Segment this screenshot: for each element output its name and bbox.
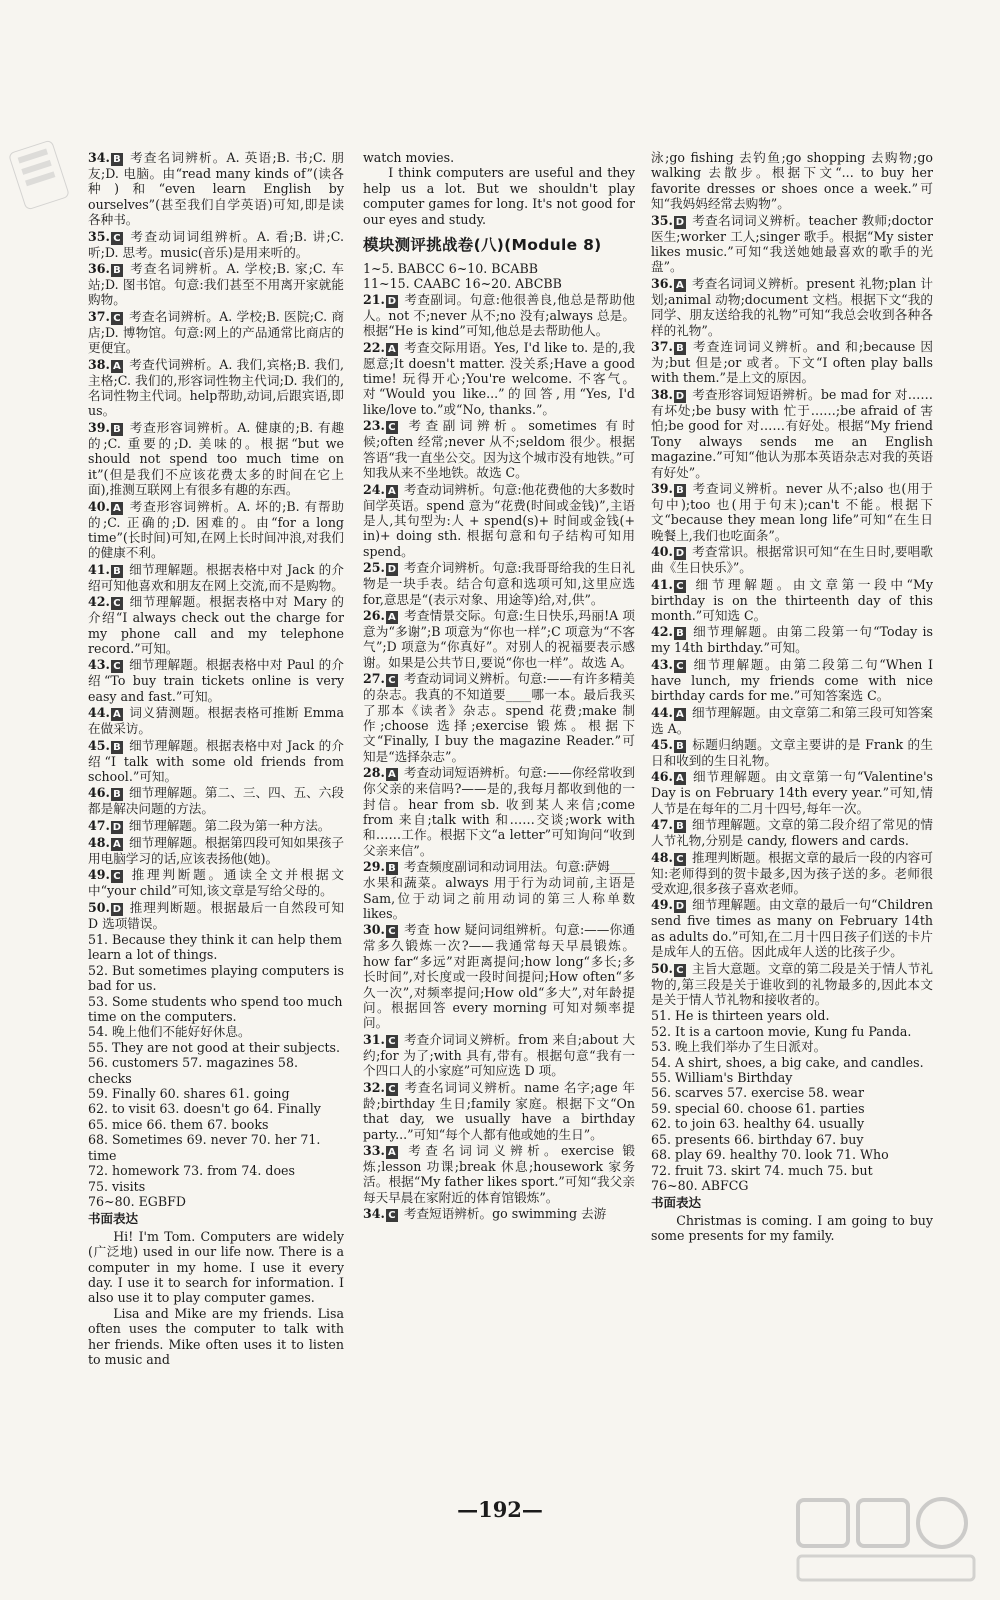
explanation-text: 考查代词辨析。A. 我们,宾格;B. 我们,主格;C. 我们的,形容词性物主代词;D. 我们的,名词性物主代词。help帮助,动词,后跟宾语,即 us。 (88, 356, 344, 419)
answer-line: 76~80. EGBFD (88, 1193, 186, 1209)
question-number: 34. (363, 1206, 385, 1222)
explanation-text: 细节理解题。根据表格中对 Jack 的介绍“I talk with some old friends from school.”可知。 (88, 737, 344, 784)
essay-paragraph: watch movies. (363, 150, 455, 165)
question-number: 38. (88, 356, 110, 372)
question-number: 25. (363, 560, 385, 576)
explanation-text: 主旨大意题。文章的第二段是关于情人节礼物的,第三段是关于谁收到的礼物最多的,因此本文是关于情人节礼物和接收者的。 (651, 960, 933, 1008)
answer-letter: D (675, 390, 685, 402)
answer-entry (363, 765, 635, 858)
explanation-text: 考查动词短语辨析。句意:——你经常收到你父亲的来信吗?——是的,我每月都收到他的一封信。hear from sb. 收到某人来信;come from 来自;talk with 和……交谈;work with 和……工作。根据下文“a letter”可知询问“收到父亲来信”。 (363, 765, 635, 858)
question-number: 22. (363, 339, 385, 355)
explanation-text: 推理判断题。根据最后一自然段可知 D 选项错误。 (88, 899, 344, 931)
writing-heading-right: 书面表达 (651, 1195, 702, 1211)
answer-entry (88, 150, 344, 228)
essay-continuation (363, 150, 635, 227)
explanation-text: 考查 how 疑问词组辨析。句意:——你通常多久锻炼一次?——我通常每天早晨锻炼。how far“多远”对距离提问;how long“多长;多长时间”,对长度或一段时间提问;How often“多久一次”,对频率提问;How old“多大”,对年龄提问。根据回答 every morning 可知对频率提问。 (363, 922, 635, 1031)
page-number: —192— (457, 1497, 543, 1522)
question-number: 28. (363, 765, 385, 781)
answer-line: 55. William's Birthday (651, 1070, 793, 1086)
answer-letter: C (386, 925, 398, 938)
question-number: 26. (363, 607, 385, 623)
explanation-text: 细节理解题。第二段为第一种方法。 (128, 817, 331, 833)
answer-entry (651, 850, 933, 897)
explanation-text: 考查形容词辨析。A. 坏的;B. 有帮助的;C. 正确的;D. 困难的。由“for a long time”(长时间)可知,在网上长时间冲浪,对我们的健康不利。 (88, 498, 344, 561)
explanation-text: 考查动词词组辨析。A. 看;B. 讲;C. 听;D. 思考。music(音乐)是用来听的。 (88, 228, 344, 260)
answer-line: 54. 晚上他们不能好好休息。 (88, 1024, 251, 1040)
question-number: 45. (651, 736, 673, 752)
answer-letter: B (674, 627, 686, 640)
question-number: 48. (651, 849, 673, 865)
question-number: 42. (88, 594, 110, 610)
answer-entry (651, 481, 933, 543)
question-number: 47. (88, 817, 110, 833)
question-number: 43. (651, 656, 673, 672)
answer-entry (363, 482, 635, 560)
question-number: 37. (88, 308, 110, 324)
answer-letter: C (111, 660, 123, 673)
answer-letter: B (111, 565, 123, 578)
answer-entry (651, 387, 933, 480)
question-number: 45. (88, 737, 110, 753)
answer-letter: C (111, 870, 123, 883)
answer-entry (363, 1032, 635, 1079)
question-number: 50. (88, 899, 110, 915)
question-number: 41. (88, 561, 110, 577)
answer-entry (651, 339, 933, 386)
answer-letter: A (111, 360, 123, 373)
answer-line: 62. to visit 63. doesn't go 64. Finally (88, 1101, 321, 1117)
answer-line: 68. play 69. healthy 70. look 71. Who (651, 1147, 889, 1163)
essay-paragraph: Lisa and Mike are my friends. Lisa often uses the computer to talk with her friends. Mike often uses it to listen to music and (88, 1305, 344, 1367)
question-number: 30. (363, 922, 385, 938)
question-number: 44. (88, 705, 110, 721)
question-number: 43. (88, 657, 110, 673)
question-number: 24. (363, 481, 385, 497)
question-number: 38. (651, 386, 673, 402)
question-number: 42. (651, 624, 673, 640)
essay-paragraph: Hi! I'm Tom. Computers are widely (广泛地) used in our life now. There is a computer in my home. I use it every day. I use it to search for information. I also use it to play computer games. (88, 1228, 344, 1306)
answer-letter: D (675, 216, 685, 228)
question-number: 40. (88, 498, 110, 514)
answer-entry (88, 420, 344, 498)
explanation-text: 考查名词词义辨析。teacher 教师;doctor 医生;worker 工人;singer 歌手。根据“My sister likes music.”可知“我送她她最喜欢的歌手的光盘”。 (651, 212, 933, 275)
explanation-text: 考查动词词义辨析。句意:——有许多精美的杂志。我真的不知道要____哪一本。最后我买了那本《读者》杂志。spend 花费;make 制作;choose 选择;exercise 锻炼。根据下文“Finally, I buy the magazine Reader.”可知是“选择杂志”。 (363, 671, 635, 764)
question-number: 32. (363, 1079, 385, 1095)
answer-entry (88, 261, 344, 308)
answer-letter: B (674, 820, 686, 833)
answer-entry (88, 229, 344, 260)
answer-entry (88, 309, 344, 356)
answer-letter: A (111, 838, 123, 851)
answer-line: 53. Some students who spend too much time on the computers. (88, 993, 343, 1025)
question-number: 40. (651, 544, 673, 560)
answer-entry (363, 671, 635, 764)
explanation-text: 考查情景交际。句意:生日快乐,玛丽!A 项意为“多谢”;B 项意为“你也一样”;C 项意为“不客气”;D 项意为“你真好”。对别人的祝福要表示感谢。如果是公共节日,要说“你也一样”。故选 A。 (363, 607, 635, 670)
explanation-text: 细节理解题。根据表格中对 Jack 的介绍可知他喜欢和朋友在网上交流,而不是购物。 (88, 561, 344, 593)
answer-letter: C (674, 660, 686, 673)
column-left (88, 150, 344, 1480)
question-number: 46. (651, 769, 673, 785)
question-number: 44. (651, 704, 673, 720)
essay-paragraph: I think computers are useful and they help us a lot. But we shouldn't play computer games for long. It's not good for our eyes and study. (363, 165, 635, 227)
answer-line: 59. Finally 60. shares 61. going (88, 1086, 290, 1102)
question-number: 48. (88, 834, 110, 850)
answer-line: 54. A shirt, shoes, a big cake, and candles. (651, 1054, 924, 1070)
answer-entry (88, 867, 344, 898)
answer-entry (651, 817, 933, 848)
question-number: 36. (88, 261, 110, 277)
question-number: 47. (651, 817, 673, 833)
explanation-text: 细节理解题。第二、三、四、五、六段都是解决问题的方法。 (88, 785, 344, 817)
question-number: 37. (651, 339, 673, 355)
answer-letter: D (112, 903, 122, 915)
question-number: 35. (651, 212, 673, 228)
answer-letter: C (386, 1035, 398, 1048)
explanation-text: 考查交际用语。Yes, I'd like to. 是的,我愿意;It doesn't matter. 没关系;Have a good time! 玩得开心;You're welcome. 不客气。对“Would you like...”的回答,用“Yes, I'd like/love to.”或“No, thanks.”。 (363, 339, 635, 417)
answer-line: 72. fruit 73. skirt 74. much 75. but (651, 1162, 873, 1178)
answer-line: 59. special 60. choose 61. parties (651, 1100, 865, 1116)
explanation-text: 考查名词辨析。A. 学校;B. 医院;C. 商店;D. 博物馆。句意:网上的产品通常比商店的更便宜。 (88, 308, 344, 356)
explanation-text: 考查副词。句意:他很善良,他总是帮助他人。not 不;never 从不;no 没有;always 总是。根据“He is kind”可知,他总是去帮助他人。 (363, 291, 635, 339)
question-number: 27. (363, 671, 385, 687)
question-number: 41. (651, 576, 673, 592)
answer-entry (88, 705, 344, 736)
answer-letter: C (386, 1083, 398, 1096)
answer-letter: B (674, 740, 686, 753)
answer-line: 72. homework 73. from 74. does (88, 1163, 295, 1179)
answer-letter: B (386, 862, 398, 875)
answer-letter: A (386, 485, 398, 498)
answer-letter: C (386, 1209, 398, 1222)
answer-line: 75. visits (88, 1178, 146, 1194)
answer-list-middle (363, 292, 635, 1222)
answer-letter: C (111, 597, 123, 610)
explanation-text: 细节理解题。根据表格中对 Mary 的介绍“I always check out the charge for my phone call and my telephone record.”可知。 (88, 594, 344, 656)
explanation-text: 考查名词词义辨析。name 名字;age 年龄;birthday 生日;family 家庭。根据下文“On that day, we usually have a birthday party...”可知“每个人都有他或她的生日”。 (363, 1079, 635, 1142)
explanation-text: 细节理解题。由第二段第二句“When I have lunch, my friends come with nice birthday cards for me.”可知答案选 C。 (651, 656, 933, 704)
answer-letter: C (386, 674, 398, 687)
answer-letter: A (386, 343, 398, 356)
explanation-text: 考查名词辨析。A. 英语;B. 书;C. 朋友;D. 电脑。由“read many kinds of”(读各种)和“even learn English by ourselves”(甚至我们自学英语)可知,即是读各种书。 (88, 150, 344, 228)
answer-letter: B (111, 423, 123, 436)
answer-letter: B (674, 342, 686, 355)
column-middle (363, 150, 635, 1480)
answer-entry (88, 594, 344, 656)
answer-entry (651, 624, 933, 655)
explanation-text: 细节理解题。由第二段第一句“Today is my 14th birthday.”可知。 (651, 624, 933, 656)
answer-entry (363, 340, 635, 418)
answer-letter: B (111, 153, 123, 166)
answer-entry (363, 608, 635, 670)
explanation-text: 考查副词辨析。sometimes 有时候;often 经常;never 从不;seldom 很少。根据答语“我一直坐公交。因为这个城市没有地铁。”可知我从来不坐地铁。故选 C。 (363, 418, 635, 481)
answer-line: 65. presents 66. birthday 67. buy (651, 1131, 864, 1147)
choice-key-line: 1~5. BABCC 6~10. BCABB (363, 261, 539, 277)
answer-letter: D (387, 564, 397, 576)
explanation-text: 细节理解题。由文章第一段中“My birthday is on the thirteenth day of this month.”可知选 C。 (651, 576, 933, 623)
explanation-text: 考查形容词辨析。A. 健康的;B. 有趣的;C. 重要的;D. 美味的。根据“but we should not spend too much time on it”(但是我们不应该花费太多的时间在它上面),推测互联网上有很多有趣的东西。 (88, 419, 344, 498)
answer-letter: A (674, 772, 686, 785)
explanation-text: 考查词义辨析。never 从不;also 也(用于句中);too 也(用于句末);can't 不能。根据下文“because they mean long life”可知“在生日晚餐上,我们也吃面条”。 (651, 480, 933, 543)
answer-entry (363, 1143, 635, 1205)
answer-letter: C (674, 964, 686, 977)
answer-line: 52. It is a cartoon movie, Kung fu Panda. (651, 1023, 912, 1039)
question-number: 39. (651, 480, 673, 496)
answer-line: 51. Because they think it can help them learn a lot of things. (88, 932, 343, 963)
answer-entry (651, 737, 933, 768)
explanation-text: 考查名词词义辨析。present 礼物;plan 计划;animal 动物;document 文档。根据下文“我的同学、朋友送给我的礼物”可知“我总会收到各种各样的礼物”。 (651, 275, 933, 338)
answer-entry (651, 657, 933, 704)
answer-letter: A (111, 502, 123, 515)
explanation-text: 细节理解题。由文章的最后一句“Children send five times as many on February 14th as adults do.”可知,在二月十四日孩子们送的卡片是成年人的五倍。因此成年人送的比孩子少。 (651, 897, 933, 960)
answer-entry (363, 859, 635, 921)
question-number: 46. (88, 785, 110, 801)
explanation-text: 细节理解题。根据表格中对 Paul 的介绍“To buy train tickets online is very easy and fast.”可知。 (88, 657, 344, 704)
explanation-text: 考查动词辨析。句意:他花费他的大多数时间学英语。spend 意为“花费(时间或金钱)”,主语是人,其句型为:人 + spend(s)+ 时间或金钱(+ in)+ doing sth. 根据句意和句子结构可知用 spend。 (363, 481, 635, 559)
answer-line: 62. to join 63. healthy 64. usually (651, 1116, 865, 1132)
writing-essay-left (88, 1229, 344, 1368)
question-number: 31. (363, 1031, 385, 1047)
explanation-text: 考查介词辨析。句意:我哥哥给我的生日礼物是一块手表。结合句意和选项可知,这里应选 for,意思是“(表示对象、用途等)给,对,供”。 (363, 560, 635, 607)
question-number: 36. (651, 275, 673, 291)
answer-entry (88, 835, 344, 866)
question-number: 39. (88, 419, 110, 435)
explanation-text: 考查名词词义辨析。exercise 锻炼;lesson 功课;break 休息;housework 家务活。根据“My father likes sport.”可知“我父亲每天早晨在家附近的体育馆锻炼”。 (363, 1142, 635, 1205)
answer-letter: B (111, 741, 123, 754)
explanation-text: 细节理解题。根据第四段可知如果孩子用电脑学习的话,应该表扬他(她)。 (88, 834, 344, 866)
answer-list-left (88, 150, 344, 931)
answer-letter: C (386, 421, 398, 434)
question-number: 23. (363, 418, 385, 434)
answer-entry (651, 705, 933, 736)
answer-letter: B (111, 788, 123, 801)
answer-entry (651, 769, 933, 816)
answer-entry (651, 276, 933, 338)
question-number: 34. (88, 150, 110, 165)
explanation-text: 考查介词词义辨析。from 来自;about 大约;for 为了;with 具有,带有。根据句意“我有一个四口人的小家庭”可知应选 D 项。 (363, 1031, 635, 1079)
answer-entry (651, 897, 933, 959)
answer-list-right (651, 150, 933, 1007)
essay-paragraph: Christmas is coming. I am going to buy some presents for my family. (651, 1212, 933, 1244)
answer-letter: C (111, 232, 123, 245)
answer-letter: B (674, 484, 686, 497)
answer-entry (88, 900, 344, 931)
answer-line: 65. mice 66. them 67. books (88, 1116, 269, 1132)
explanation-text: 细节理解题。由文章第二和第三段可知答案选 A。 (651, 704, 933, 736)
answer-line: 68. Sometimes 69. never 70. her 71. time (88, 1132, 321, 1163)
explanation-text: 细节理解题。文章的第二段介绍了常见的情人节礼物,分别是 candy, flowers and cards. (651, 817, 933, 849)
answer-letter: D (112, 821, 122, 833)
answer-lines-right (651, 1008, 933, 1193)
stamp-watermark (8, 139, 70, 210)
explanation-text: 考查连词词义辨析。and 和;because 因为;but 但是;or 或者。下文“I often play balls with them.”是上文的原因。 (651, 339, 933, 386)
answer-letter: C (111, 312, 123, 325)
answer-lines-left (88, 932, 344, 1209)
answer-entry (363, 560, 635, 607)
answer-entry (88, 818, 344, 834)
answer-letter: C (674, 853, 686, 866)
answer-letter: D (675, 548, 685, 560)
answer-entry (651, 213, 933, 275)
question-number: 29. (363, 859, 385, 875)
answer-entry (363, 418, 635, 480)
site-logo-icon (792, 1494, 982, 1586)
answer-entry (363, 1206, 635, 1222)
question-number: 49. (651, 897, 673, 913)
answer-entry (88, 657, 344, 704)
writing-heading-left: 书面表达 (88, 1211, 139, 1227)
explanation-text: 考查形容词短语辨析。be mad for 对……有坏处;be busy with 忙于……;be afraid of 害怕;be good for 对……有好处。根据“My friend Tony always sends me an English magazine.”可知“他认为那本英语杂志对我的英语有好处”。 (651, 386, 933, 480)
choice-key-line: 11~15. CAABC 16~20. ABCBB (363, 276, 562, 292)
explanation-text: 考查频度副词和动词用法。句意:萨姆____水果和蔬菜。always 用于行为动词前,主语是 Sam,位于动词之前用动词的第三人称单数 likes。 (363, 859, 635, 922)
answer-entry (88, 499, 344, 561)
answer-letter: C (674, 580, 686, 593)
answer-entry (88, 738, 344, 785)
explanation-text: 考查常识。根据常识可知“在生日时,要唱歌曲《生日快乐》”。 (651, 544, 933, 576)
answer-line: 76~80. ABFCG (651, 1177, 749, 1193)
explanation-text: 细节理解题。由文章第一句“Valentine's Day is on February 14th every year.”可知,情人节是在每年的二月十四号,每年一次。 (651, 769, 933, 816)
answer-letter: B (111, 264, 123, 277)
answer-letter: A (674, 279, 686, 292)
answer-entry (651, 961, 933, 1008)
answer-line: 53. 晚上我们举办了生日派对。 (651, 1039, 827, 1055)
explanation-text: 考查短语辨析。go swimming 去游 (403, 1206, 607, 1222)
question-number: 33. (363, 1142, 385, 1158)
answer-line: 56. customers 57. magazines 58. checks (88, 1055, 298, 1086)
answer-letter: A (386, 1146, 398, 1159)
explanation-text: 标题归纳题。文章主要讲的是 Frank 的生日和收到的生日礼物。 (651, 736, 933, 768)
answer-entry (88, 785, 344, 816)
answer-entry (88, 562, 344, 593)
answer-letter: D (675, 901, 685, 913)
column-right (651, 150, 933, 1480)
answer-entry (363, 292, 635, 339)
answer-letter: A (386, 768, 398, 781)
answer-entry (651, 577, 933, 624)
explanation-text: 推理判断题。根据文章的最后一段的内容可知:老师得到的贺卡最多,因为孩子送的多。老师很受欢迎,很多孩子喜欢老师。 (651, 849, 933, 896)
question-number: 35. (88, 228, 110, 244)
answer-letter: A (674, 708, 686, 721)
question-number: 21. (363, 291, 385, 307)
choice-keys (363, 261, 635, 292)
question-number: 50. (651, 960, 673, 976)
answer-line: 52. But sometimes playing computers is bad for us. (88, 962, 344, 994)
answer-letter: A (111, 708, 123, 721)
answer-line: 55. They are not good at their subjects. (88, 1039, 340, 1055)
question-number: 49. (88, 867, 110, 883)
answer-entry (88, 357, 344, 419)
explanation-text: 考查名词辨析。A. 学校;B. 家;C. 车站;D. 图书馆。句意:我们甚至不用离开家就能购物。 (88, 261, 344, 308)
module-title: 模块测评挑战卷(八)(Module 8) (363, 236, 602, 255)
answer-letter: D (387, 295, 397, 307)
answer-entry (651, 544, 933, 575)
answer-letter: A (386, 611, 398, 624)
explanation-text: 推理判断题。通读全文并根据文中“your child”可知,该文章是写给父母的。 (88, 867, 344, 899)
explanation-text: 泳;go fishing 去钓鱼;go shopping 去购物;go walking 去散步。根据下文“... to buy her favorite dresses or shoes once a week.”可知“我妈妈经常去购物”。 (651, 150, 933, 212)
explanation-text: 词义猜测题。根据表格可推断 Emma 在做采访。 (88, 705, 344, 737)
answer-entry (363, 922, 635, 1030)
answer-entry (651, 150, 933, 212)
writing-essay-right (651, 1213, 933, 1244)
answer-line: 56. scarves 57. exercise 58. wear (651, 1085, 864, 1101)
answer-entry (363, 1080, 635, 1142)
answer-line: 51. He is thirteen years old. (651, 1008, 830, 1024)
